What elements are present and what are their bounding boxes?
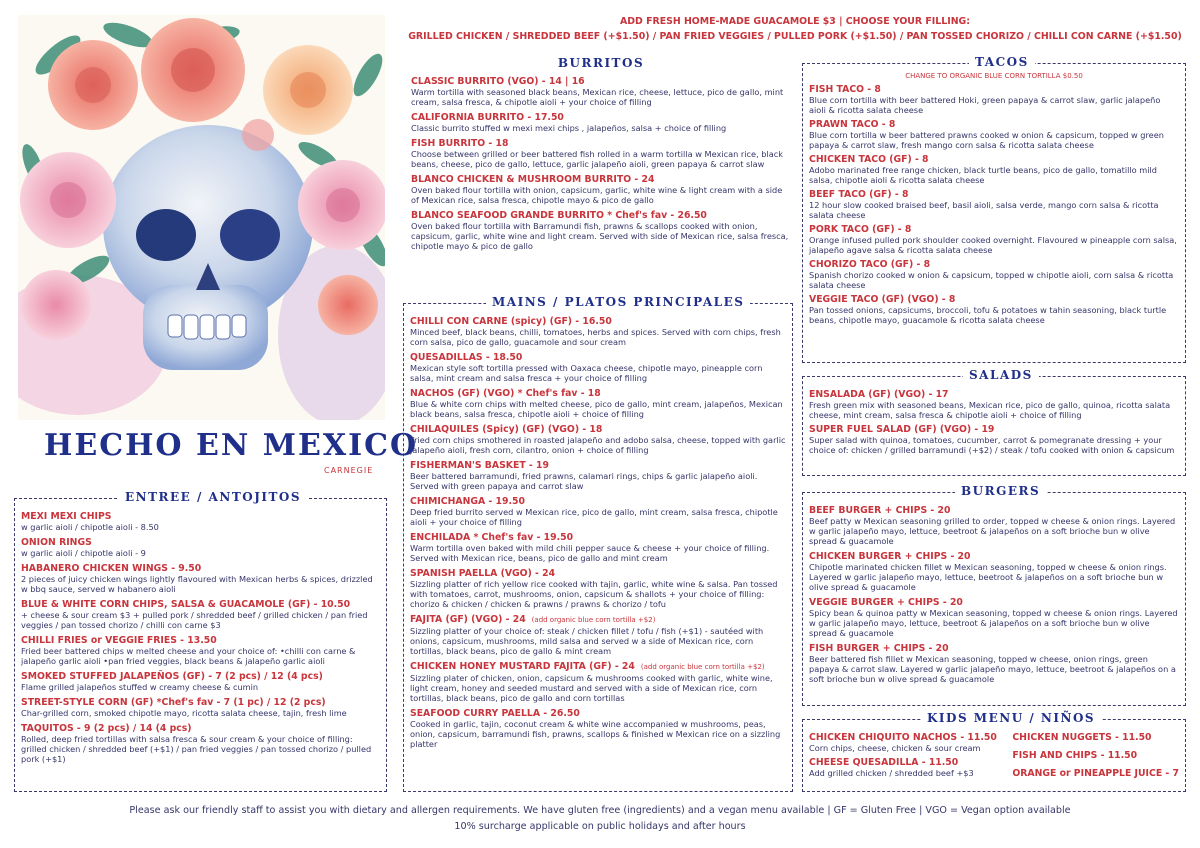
menu-item bbox=[809, 732, 1002, 753]
menu-item-name bbox=[410, 352, 786, 363]
dietary-footer: Please ask our friendly staff to assist you with dietary and allergen requirements. We have gluten free (ingredients) and a vegan menu available | GF = Gluten Free | VGO = Vegan option available bbox=[129, 805, 1071, 816]
menu-item-name-text: FISH BURRITO - 18 bbox=[411, 138, 509, 149]
menu-item-name-text: CALIFORNIA BURRITO - 17.50 bbox=[411, 112, 564, 123]
menu-item-name bbox=[809, 389, 1179, 400]
menu-item-name bbox=[411, 76, 791, 87]
menu-item bbox=[809, 551, 1179, 592]
skull-artwork-svg bbox=[18, 15, 385, 420]
filling-options-line: GRILLED CHICKEN / SHREDDED BEEF (+$1.50) / PAN FRIED VEGGIES / PULLED PORK (+$1.50) / PAN TOSSED CHORIZO / CHILLI CON CARNE (+$1.50) bbox=[408, 31, 1182, 42]
menu-item bbox=[410, 568, 786, 609]
menu-item bbox=[410, 388, 786, 419]
menu-item-name-text: FAJITA (GF) (VGO) - 24 bbox=[410, 614, 526, 625]
menu-item-name bbox=[21, 697, 380, 708]
mains-list bbox=[404, 304, 792, 749]
menu-item-description: Oven baked flour tortilla with onion, capsicum, garlic, white wine & light cream with a side of Mexican rice, salsa fresca, chipotle mayo & pico de gallo bbox=[411, 185, 783, 205]
menu-item bbox=[1012, 750, 1179, 761]
menu-item-description: Cooked in garlic, tajin, coconut cream & white wine accompanied w mushrooms, peas, onion, capsicum, barramundi fish, prawns, scallops & finished w Mexican rice on a sizzling platter bbox=[410, 719, 781, 749]
menu-item-name-text: CHICKEN NUGGETS - 11.50 bbox=[1012, 732, 1152, 743]
menu-item-description: Beef patty w Mexican seasoning grilled to order, topped w cheese & onion rings. Layered w garlic jalapeño mayo, lettuce, beetroot & jalapeños on a soft brioche bun w olive spread & guacamole bbox=[809, 516, 1176, 546]
mains-title: MAINS / PLATOS PRINCIPALES bbox=[486, 295, 750, 309]
menu-item-description: Fresh green mix with seasoned beans, Mexican rice, pico de gallo, quinoa, ricotta salata cheese, mint cream, salsa fresca & chipotle aioli + choice of filling bbox=[809, 400, 1171, 420]
menu-item-description: Choose between grilled or beer battered fish rolled in a warm tortilla w Mexican rice, black beans, cheese, pico de gallo, lettuce, garlic jalapeño aioli, green papaya & carrot slaw bbox=[411, 149, 784, 169]
menu-item-description: Deep fried burrito served w Mexican rice, pico de gallo, mint cream, salsa fresca, chipotle aioli + your choice of filling bbox=[410, 507, 778, 527]
menu-item-description: Spicy bean & quinoa patty w Mexican seasoning, topped w cheese & onion rings. Layered w garlic jalapeño mayo, lettuce, beetroot & jalapeños on a soft brioche bun w olive spread & guacamole bbox=[809, 608, 1178, 638]
menu-item-description: Super salad with quinoa, tomatoes, cucumber, carrot & pomegranate dressing + your choice of: chicken / grilled barramundi (+$2) / steak / tofu cooked with onion & capsicum bbox=[809, 435, 1175, 455]
menu-item-name-text: QUESADILLAS - 18.50 bbox=[410, 352, 523, 363]
menu-item-description: Blue corn tortilla with beer battered Hoki, green papaya & carrot slaw, garlic jalapeño aioli & ricotta salata cheese bbox=[809, 95, 1161, 115]
menu-item-name-text: CHICKEN HONEY MUSTARD FAJITA (GF) - 24 bbox=[410, 661, 635, 672]
menu-item-name-text: HABANERO CHICKEN WINGS - 9.50 bbox=[21, 563, 202, 574]
menu-item-name bbox=[1012, 768, 1179, 779]
menu-item bbox=[410, 352, 786, 383]
menu-item-name-text: ONION RINGS bbox=[21, 537, 92, 548]
burritos-section bbox=[411, 56, 791, 256]
salads-list bbox=[803, 377, 1185, 455]
menu-item-name-text: SUPER FUEL SALAD (GF) (VGO) - 19 bbox=[809, 424, 995, 435]
burgers-list bbox=[803, 493, 1185, 684]
menu-item-name bbox=[809, 505, 1179, 516]
menu-item bbox=[21, 563, 380, 594]
menu-item bbox=[411, 112, 791, 133]
menu-item-description: Orange infused pulled pork shoulder cooked overnight. Flavoured w pineapple corn salsa, jalapeño agave salsa & ricotta salata cheese bbox=[809, 235, 1177, 255]
menu-item-name-text: CHIMICHANGA - 19.50 bbox=[410, 496, 525, 507]
menu-item-name bbox=[809, 757, 1002, 768]
menu-item-name bbox=[21, 537, 380, 548]
menu-item-name bbox=[809, 424, 1179, 435]
menu-item-description: Pan tossed onions, capsicums, broccoli, tofu & potatoes w tahin seasoning, black turtle beans, chipotle mayo, guacamole & ricotta salata cheese bbox=[809, 305, 1167, 325]
menu-item-name-text: CHICKEN CHIQUITO NACHOS - 11.50 bbox=[809, 732, 997, 743]
menu-item-name bbox=[21, 563, 380, 574]
menu-item-name bbox=[411, 210, 791, 221]
menu-item-description: 2 pieces of juicy chicken wings lightly flavoured with Mexican herbs & spices, drizzled w bbq sauce, served w habanero aioli bbox=[21, 574, 373, 594]
menu-item-name-text: STREET-STYLE CORN (GF) *Chef's fav - 7 (1 pc) / 12 (2 pcs) bbox=[21, 697, 326, 708]
menu-item-name bbox=[21, 671, 380, 682]
menu-item-description: Char-grilled corn, smoked chipotle mayo, ricotta salata cheese, tajin, fresh lime bbox=[21, 708, 347, 718]
menu-item bbox=[410, 532, 786, 563]
menu-item-name bbox=[410, 388, 786, 399]
menu-item-name bbox=[411, 138, 791, 149]
menu-item-note: (add organic blue corn tortilla +$2) bbox=[531, 616, 656, 624]
menu-item bbox=[410, 661, 786, 703]
menu-item-name bbox=[410, 424, 786, 435]
menu-item-name bbox=[410, 460, 786, 471]
menu-item-name bbox=[21, 599, 380, 610]
salads-section bbox=[802, 368, 1186, 476]
menu-item-name bbox=[410, 661, 786, 673]
fillings-header bbox=[395, 14, 1195, 44]
menu-item-description: Rolled, deep fried tortillas with salsa fresca & sour cream & your choice of filling: grilled chicken / shredded beef (+$1) / pan fried veggies / pan tossed chorizo / pulled pork (+$1) bbox=[21, 734, 372, 764]
menu-item-name bbox=[809, 732, 1002, 743]
kids-grid bbox=[803, 720, 1185, 786]
skull-roses-illustration bbox=[18, 15, 385, 420]
menu-item-description: Warm tortilla oven baked with mild chili pepper sauce & cheese + your choice of filling. Served with Mexican rice, beans, pico de gallo and mint cream bbox=[410, 543, 770, 563]
menu-item-description: w garlic aioli / chipotle aioli - 8.50 bbox=[21, 522, 159, 532]
menu-item bbox=[411, 210, 791, 251]
menu-item-description: 12 hour slow cooked braised beef, basil aioli, salsa verde, mango corn salsa & ricotta salata cheese bbox=[809, 200, 1159, 220]
entree-title: ENTREE / ANTOJITOS bbox=[119, 490, 307, 504]
menu-item-name-text: CHILAQUILES (Spicy) (GF) (VGO) - 18 bbox=[410, 424, 603, 435]
menu-item bbox=[410, 424, 786, 455]
menu-item bbox=[809, 84, 1179, 115]
burritos-title: BURRITOS bbox=[557, 56, 645, 70]
menu-item-note: (add organic blue corn tortilla +$2) bbox=[640, 663, 765, 671]
menu-item bbox=[21, 723, 380, 764]
menu-item-description: Sizzling platter of rich yellow rice cooked with tajin, garlic, white wine & salsa. Pan tossed with tomatoes, carrot, mushrooms, onion, capsicum & shallots + your choice of filling: chorizo & chicken / chicken & prawns / prawns & chorizo / tofu bbox=[410, 579, 778, 609]
menu-item bbox=[21, 635, 380, 666]
menu-item bbox=[809, 424, 1179, 455]
menu-item bbox=[1012, 768, 1179, 779]
menu-item-description: w garlic aioli / chipotle aioli - 9 bbox=[21, 548, 146, 558]
menu-item-name bbox=[21, 635, 380, 646]
menu-item-name-text: FISH TACO - 8 bbox=[809, 84, 881, 95]
kids-section bbox=[802, 711, 1186, 792]
menu-item-name bbox=[809, 294, 1179, 305]
menu-item-name-text: CHICKEN BURGER + CHIPS - 20 bbox=[809, 551, 971, 562]
menu-item-description: Fried beer battered chips w melted cheese and your choice of: •chilli con carne & jalapeño garlic aioli •pan fried veggies, black beans & jalapeño garlic aioli bbox=[21, 646, 356, 666]
menu-item-description: Beer battered fish fillet w Mexican seasoning, topped w cheese, onion rings, green papaya & carrot slaw. Layered w garlic jalapeño mayo, lettuce, beetroot & jalapeños on a soft brioche bun w olive spread & guacamole bbox=[809, 654, 1176, 684]
menu-item bbox=[809, 597, 1179, 638]
burgers-section bbox=[802, 484, 1186, 706]
menu-item-name bbox=[21, 723, 380, 734]
menu-item bbox=[411, 174, 791, 205]
menu-item-description: Oven baked flour tortilla with Barramundi fish, prawns & scallops cooked with onion, capsicum, garlic, white wine and light cream. Served with side of Mexican rice, salsa fresca, chipotle mayo & pico de gallo bbox=[411, 221, 789, 251]
menu-item-name bbox=[1012, 750, 1179, 761]
restaurant-name: HECHO EN MEXICO bbox=[44, 428, 419, 463]
menu-item-name-text: BEEF TACO (GF) - 8 bbox=[809, 189, 909, 200]
menu-item bbox=[21, 671, 380, 692]
entree-list bbox=[15, 499, 386, 764]
menu-item bbox=[1012, 732, 1179, 743]
menu-item-name-text: SMOKED STUFFED JALAPEÑOS (GF) - 7 (2 pcs) / 12 (4 pcs) bbox=[21, 671, 323, 682]
menu-item bbox=[809, 757, 1002, 778]
mains-section bbox=[403, 295, 793, 792]
menu-item-name bbox=[411, 174, 791, 185]
menu-item-name bbox=[809, 224, 1179, 235]
menu-item bbox=[410, 614, 786, 656]
menu-item-name-text: CHILLI FRIES or VEGGIE FRIES - 13.50 bbox=[21, 635, 217, 646]
menu-item bbox=[809, 189, 1179, 220]
menu-item-description: Corn chips, cheese, chicken & sour cream bbox=[809, 743, 981, 753]
menu-item-description: Adobo marinated free range chicken, black turtle beans, pico de gallo, tomatillo mild salsa, chipotle aioli & ricotta salata cheese bbox=[809, 165, 1157, 185]
menu-item-name-text: FISH BURGER + CHIPS - 20 bbox=[809, 643, 949, 654]
kids-title: KIDS MENU / NIÑOS bbox=[921, 711, 1101, 725]
menu-item-description: Minced beef, black beans, chilli, tomatoes, herbs and spices. Served with corn chips, fresh corn salsa, pico de gallo, guacamole and sour cream bbox=[410, 327, 781, 347]
menu-item-name-text: BLANCO SEAFOOD GRANDE BURRITO * Chef's fav - 26.50 bbox=[411, 210, 707, 221]
menu-item-name bbox=[1012, 732, 1179, 743]
menu-item-description: Add grilled chicken / shredded beef +$3 bbox=[809, 768, 974, 778]
menu-item-name-text: CHEESE QUESADILLA - 11.50 bbox=[809, 757, 959, 768]
menu-item-name-text: CHICKEN TACO (GF) - 8 bbox=[809, 154, 929, 165]
menu-item bbox=[809, 505, 1179, 546]
menu-item-description: Fried corn chips smothered in roasted jalapeño and adobo salsa, cheese, topped with garlic jalapeño aioli, fresh corn, cilantro, onion + choice of filling bbox=[410, 435, 786, 455]
menu-item-description: + cheese & sour cream $3 + pulled pork / shredded beef / grilled chicken / pan fried veggies / pan tossed chorizo / chilli con carne $3 bbox=[21, 610, 368, 630]
menu-item bbox=[809, 259, 1179, 290]
menu-item bbox=[410, 496, 786, 527]
menu-item-name-text: MEXI MEXI CHIPS bbox=[21, 511, 112, 522]
menu-item-name-text: CHORIZO TACO (GF) - 8 bbox=[809, 259, 931, 270]
menu-item-name bbox=[809, 259, 1179, 270]
entree-section bbox=[14, 490, 387, 792]
menu-item-name-text: TAQUITOS - 9 (2 pcs) / 14 (4 pcs) bbox=[21, 723, 192, 734]
menu-item bbox=[410, 708, 786, 749]
menu-item bbox=[809, 389, 1179, 420]
menu-item bbox=[809, 154, 1179, 185]
menu-item-description: Warm tortilla with seasoned black beans, Mexican rice, cheese, lettuce, pico de gallo, mint cream, salsa fresca, & chipotle aioli + your choice of filling bbox=[411, 87, 784, 107]
menu-item-name bbox=[809, 551, 1179, 562]
menu-item bbox=[809, 119, 1179, 150]
menu-item-name bbox=[809, 643, 1179, 654]
menu-item bbox=[809, 643, 1179, 684]
menu-item bbox=[21, 511, 380, 532]
menu-item-name-text: ENCHILADA * Chef's fav - 19.50 bbox=[410, 532, 574, 543]
menu-item-description: Flame grilled jalapeños stuffed w creamy cheese & cumin bbox=[21, 682, 259, 692]
menu-item bbox=[410, 316, 786, 347]
menu-item-name-text: SEAFOOD CURRY PAELLA - 26.50 bbox=[410, 708, 580, 719]
menu-item-name-text: FISH AND CHIPS - 11.50 bbox=[1012, 750, 1138, 761]
tacos-tortilla-note: CHANGE TO ORGANIC BLUE CORN TORTILLA $0.50 bbox=[905, 72, 1083, 80]
guacamole-filling-line: ADD FRESH HOME-MADE GUACAMOLE $3 | CHOOSE YOUR FILLING: bbox=[619, 16, 971, 27]
menu-item-description: Blue corn tortilla w beer battered prawns cooked w onion & capsicum, topped w green papaya & carrot slaw, fresh mango corn salsa & ricotta salata cheese bbox=[809, 130, 1164, 150]
menu-item-name bbox=[410, 496, 786, 507]
menu-item-name-text: BLANCO CHICKEN & MUSHROOM BURRITO - 24 bbox=[411, 174, 655, 185]
menu-item-name-text: VEGGIE BURGER + CHIPS - 20 bbox=[809, 597, 963, 608]
menu-item-name-text: PORK TACO (GF) - 8 bbox=[809, 224, 912, 235]
burritos-list bbox=[411, 76, 791, 251]
menu-item bbox=[21, 537, 380, 558]
menu-item-name bbox=[410, 614, 786, 626]
menu-item-name-text: FISHERMAN'S BASKET - 19 bbox=[410, 460, 549, 471]
salads-title: SALADS bbox=[963, 368, 1039, 382]
menu-item bbox=[809, 294, 1179, 325]
menu-item-name-text: ENSALADA (GF) (VGO) - 17 bbox=[809, 389, 949, 400]
menu-item bbox=[411, 138, 791, 169]
menu-item-name bbox=[410, 532, 786, 543]
menu-item-name bbox=[410, 708, 786, 719]
menu-item-description: Classic burrito stuffed w mexi mexi chips , jalapeños, salsa + choice of filling bbox=[411, 123, 727, 133]
restaurant-location: CARNEGIE bbox=[324, 466, 374, 475]
surcharge-footer: 10% surcharge applicable on public holidays and after hours bbox=[454, 821, 746, 832]
menu-item-name bbox=[411, 112, 791, 123]
tacos-section bbox=[802, 55, 1186, 363]
menu-item-name-text: CLASSIC BURRITO (VGO) - 14 | 16 bbox=[411, 76, 585, 87]
tacos-title: TACOS bbox=[969, 55, 1035, 69]
menu-item-name-text: NACHOS (GF) (VGO) * Chef's fav - 18 bbox=[410, 388, 601, 399]
menu-item-description: Sizzling platter of your choice of: steak / chicken fillet / tofu / fish (+$1) - sautéed with onions, capsicum, mushrooms, mild salsa and served w a side of Mexican rice, corn tortillas, black beans, pico de gallo & mint cream bbox=[410, 626, 764, 656]
menu-item bbox=[809, 224, 1179, 255]
menu-item bbox=[21, 599, 380, 630]
menu-item-name bbox=[410, 568, 786, 579]
menu-item bbox=[410, 460, 786, 491]
menu-item-name-text: BLUE & WHITE CORN CHIPS, SALSA & GUACAMOLE (GF) - 10.50 bbox=[21, 599, 351, 610]
menu-item bbox=[411, 76, 791, 107]
menu-item-description: Sizzling plater of chicken, onion, capsicum & mushrooms cooked with garlic, white wine, light cream, honey and seeded mustard and served with a side of Mexican rice, corn tortillas, black beans, pico de gallo and corn tortillas bbox=[410, 673, 773, 703]
menu-item-name-text: SPANISH PAELLA (VGO) - 24 bbox=[410, 568, 556, 579]
menu-item-name bbox=[809, 189, 1179, 200]
menu-item-name bbox=[809, 84, 1179, 95]
menu-item-name-text: VEGGIE TACO (GF) (VGO) - 8 bbox=[809, 294, 956, 305]
menu-item-description: Blue & white corn chips with melted cheese, pico de gallo, mint cream, jalapeños, Mexican black beans, salsa fresca, chipotle aioli + choice of filling bbox=[410, 399, 783, 419]
menu-item bbox=[21, 697, 380, 718]
menu-item-name bbox=[21, 511, 380, 522]
menu-item-name bbox=[809, 119, 1179, 130]
kids-left-column bbox=[809, 732, 1002, 786]
menu-item-description: Spanish chorizo cooked w onion & capsicum, topped w chipotle aioli, corn salsa & ricotta salata cheese bbox=[809, 270, 1174, 290]
menu-item-description: Beer battered barramundi, fried prawns, calamari rings, chips & garlic jalapeño aioli. Served with green papaya and carrot slaw bbox=[410, 471, 758, 491]
menu-item-name bbox=[809, 154, 1179, 165]
menu-item-name bbox=[410, 316, 786, 327]
tacos-list bbox=[803, 80, 1185, 325]
menu-item-name-text: PRAWN TACO - 8 bbox=[809, 119, 896, 130]
menu-item-description: Mexican style soft tortilla pressed with Oaxaca cheese, chipotle mayo, pineapple corn salsa, mint cream and salsa fresca + your choice of filling bbox=[410, 363, 763, 383]
burgers-title: BURGERS bbox=[955, 484, 1046, 498]
menu-item-description: Chipotle marinated chicken fillet w Mexican seasoning, topped w cheese & onion rings. Layered w garlic jalapeño mayo, lettuce, beetroot & jalapeños on a soft brioche bun w olive spread & guacamole bbox=[809, 562, 1167, 592]
menu-item-name-text: BEEF BURGER + CHIPS - 20 bbox=[809, 505, 951, 516]
menu-item-name bbox=[809, 597, 1179, 608]
menu-item-name-text: CHILLI CON CARNE (spicy) (GF) - 16.50 bbox=[410, 316, 612, 327]
kids-right-column bbox=[1012, 732, 1179, 786]
menu-item-name-text: ORANGE or PINEAPPLE JUICE - 7 bbox=[1012, 768, 1179, 779]
